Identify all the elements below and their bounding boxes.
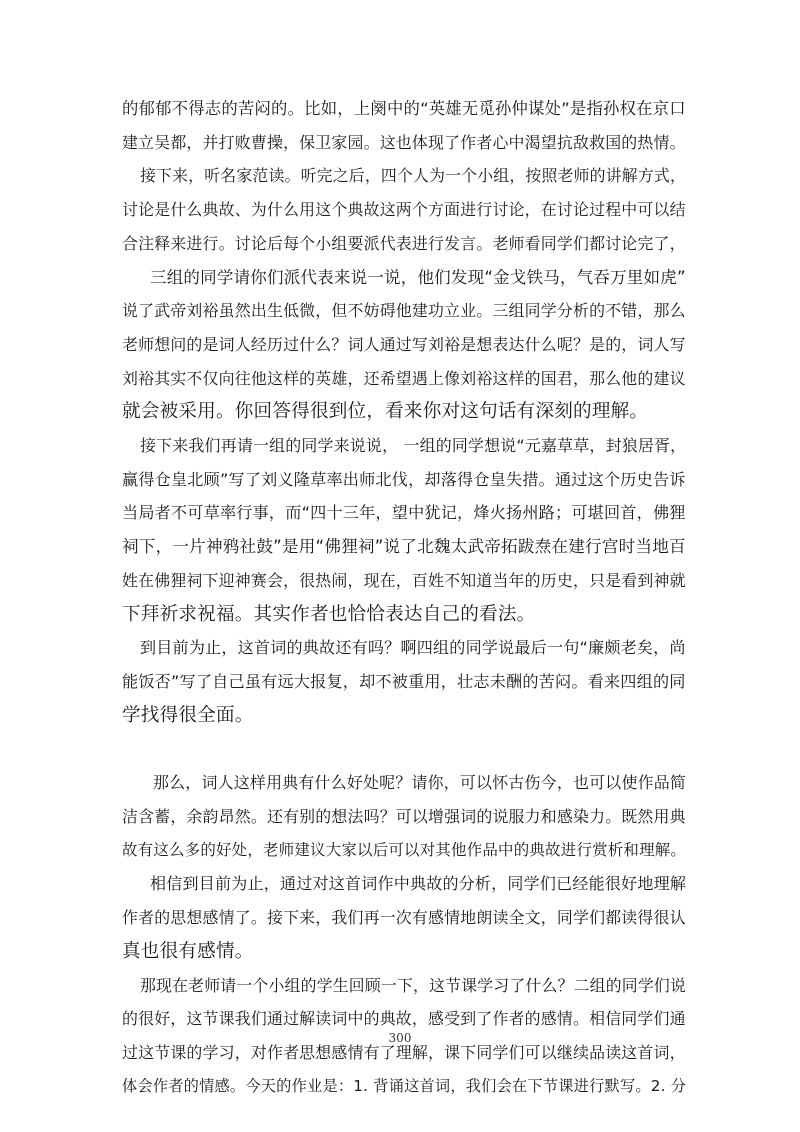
paragraph-3 [122,261,688,430]
paragraph-1 [122,92,688,159]
paragraph-5 [122,631,688,732]
text-line: 体会作者的情感。今天的作业是：1. 背诵这首词，我们会在下节课进行默写。2. 分 [122,1076,687,1095]
text-line: 讨论是什么典故、为什么用这个典故这两个方面进行讨论，在讨论过程中可以结 [122,200,686,220]
paragraph-2 [122,159,688,260]
text-line: 合注释来进行。讨论后每个小组要派代表进行发言。老师看同学们都讨论完了， [122,233,686,253]
text-line: 当局者不可草率行事，而“四十三年，望中犹记，烽火扬州路；可堪回首，佛狸 [122,503,686,523]
text-line: 下拜祈求祝福。其实作者也恰恰表达自己的看法。 [122,603,536,625]
text-line: 故有这么多的好处，老师建议大家以后可以对其他作品中的典故进行赏析和理解。 [122,840,687,859]
text-line: 过这节课的学习，对作者思想感情有了理解，课下同学们可以继续品读这首词， [122,1042,686,1062]
text-line: 建立吴都，并打败曹操，保卫家园。这也体现了作者心中渴望抗敌救国的热情。 [122,132,686,152]
text-line: 作者的思想感情了。接下来，我们再一次有感情地朗读全文，同学们都读得很认 [122,908,686,928]
text-line: 那么，词人这样用典有什么好处呢？请你，可以怀古伤今，也可以使作品简 [153,773,687,793]
text-line: 祠下，一片神鸦社鼓”是用“佛狸祠”说了北魏太武帝拓跋焘在建行宫时当地百 [122,537,686,557]
text-line: 能饭否”写了自己虽有远大报复，却不被重用，壮志未酬的苦闷。看来四组的同 [122,671,686,691]
text-line: 刘裕其实不仅向往他这样的英雄，还希望遇上像刘裕这样的国君，那么他的建议 [122,368,686,388]
text-line: 真也很有感情。 [122,940,254,962]
text-line: 老师想问的是词人经历过什么？词人通过写刘裕是想表达什么呢？是的，词人写 [122,334,686,354]
text-line: 接下来我们再请一组的同学来说说， 一组的同学想说“元嘉草草，封狼居胥， [140,436,687,456]
paragraph-4 [122,429,688,631]
page-body [122,92,688,1103]
paragraph-7 [122,867,688,968]
page-number: 300 [388,1031,412,1045]
text-line: 学找得很全面。 [122,704,254,726]
text-line: 的郁郁不得志的苦闷的。比如，上阕中的“英雄无觅孙仲谋处”是指孙权在京口 [122,99,686,118]
text-line: 三组的同学请你们派代表来说一说，他们发现“金戈铁马，气吞万里如虎” [150,267,686,287]
text-line: 接下来，听名家范读。听完之后，四个人为一个小组，按照老师的讲解方式， [140,166,687,186]
text-line: 洁含蓄，余韵昂然。还有别的想法吗？可以增强词的说服力和感染力。既然用典 [122,807,686,827]
text-line: 那现在老师请一个小组的学生回顾一下，这节课学习了什么？二组的同学们说 [140,975,687,995]
text-line: 姓在佛狸祠下迎神赛会，很热闹，现在，百姓不知道当年的历史，只是看到神就 [122,570,686,590]
text-line: 的很好，这节课我们通过解读词中的典故，感受到了作者的感情。相信同学们通 [122,1009,686,1029]
text-line: 就会被采用。你回答得很到位，看来你对这句话有深刻的理解。 [122,401,649,423]
text-line: 到目前为止，这首词的典故还有吗？啊四组的同学说最后一句“廉颇老矣，尚 [140,638,686,658]
text-line: 说了武帝刘裕虽然出生低微，但不妨碍他建功立业。三组同学分析的不错，那么 [122,301,686,321]
text-line: 相信到目前为止，通过对这首词作中典故的分析，同学们已经能很好地理解 [150,874,687,894]
text-line: 赢得仓皇北顾”写了刘义隆草率出师北伐，却落得仓皇失措。通过这个历史告诉 [122,469,686,489]
paragraph-6 [122,766,688,867]
